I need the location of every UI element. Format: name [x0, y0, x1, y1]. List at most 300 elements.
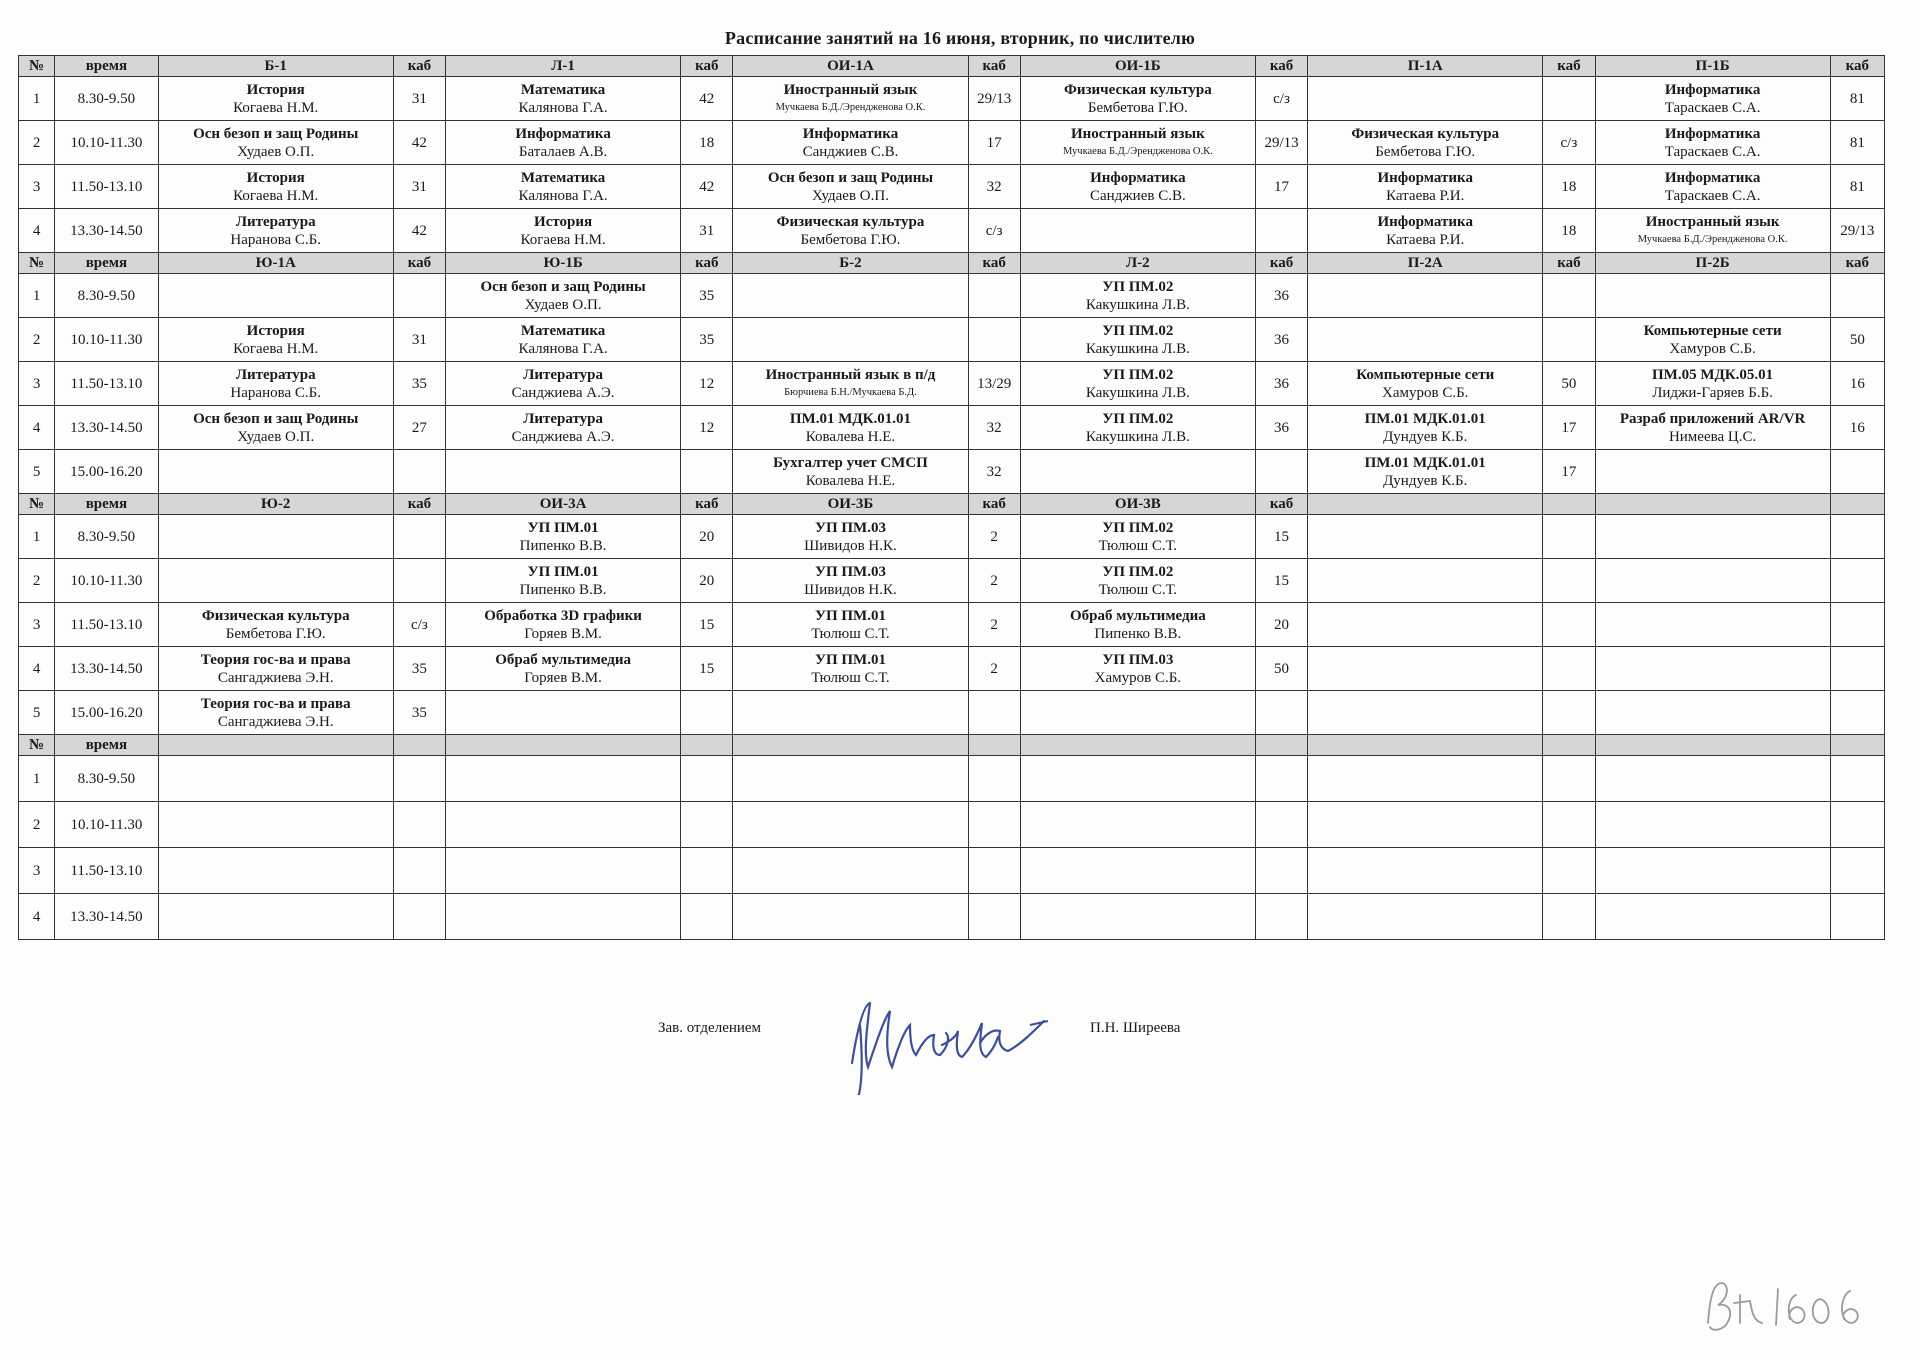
lesson-cell [446, 274, 681, 318]
lesson-cell [733, 603, 968, 647]
lesson-cell [1595, 318, 1830, 362]
teacher-name: Тюлюш С.Т. [811, 625, 890, 642]
lesson-cell [1020, 802, 1255, 848]
lesson-time: 11.50-13.10 [55, 362, 158, 406]
room-number [681, 691, 733, 735]
room-number [968, 274, 1020, 318]
room-number [1830, 691, 1884, 735]
room-number [968, 894, 1020, 940]
lesson-cell [158, 274, 393, 318]
table-row [19, 894, 1885, 940]
lesson-time: 11.50-13.10 [55, 848, 158, 894]
room-number [968, 318, 1020, 362]
lesson-cell [446, 691, 681, 735]
teacher-name: Санджиев С.В. [1089, 187, 1186, 204]
lesson-cell [1308, 406, 1543, 450]
room-number: с/з [1255, 77, 1307, 121]
header-room: каб [968, 253, 1020, 274]
subject-name: Осн безоп и защ Родины [193, 125, 359, 142]
lesson-cell [1020, 756, 1255, 802]
footer-position: Зав. отделением [658, 1020, 762, 1036]
lesson-cell [733, 165, 968, 209]
lesson-cell [1595, 515, 1830, 559]
room-number: 15 [681, 603, 733, 647]
room-number: 35 [681, 318, 733, 362]
lesson-cell [733, 318, 968, 362]
subject-name: УП ПМ.02 [1102, 366, 1174, 383]
header-room [1830, 494, 1884, 515]
room-number [1255, 756, 1307, 802]
subject-name: Иностранный язык [1645, 213, 1780, 230]
table-row [19, 362, 1885, 406]
lesson-cell [446, 848, 681, 894]
lesson-cell [1595, 209, 1830, 253]
header-time: время [55, 56, 158, 77]
subject-name: Информатика [1377, 213, 1473, 230]
subject-name: ПМ.01 МДК.01.01 [1364, 410, 1486, 427]
lesson-cell [158, 77, 393, 121]
subject-name: УП ПМ.03 [1102, 651, 1174, 668]
lesson-cell [158, 848, 393, 894]
teacher-name: Лиджи-Гаряев Б.Б. [1652, 384, 1773, 401]
header-group: П-1Б [1595, 56, 1830, 77]
lesson-cell [158, 647, 393, 691]
header-time: время [55, 494, 158, 515]
room-number: 31 [681, 209, 733, 253]
room-number [1255, 691, 1307, 735]
teacher-name: Горяев В.М. [524, 669, 602, 686]
lesson-cell [1595, 450, 1830, 494]
table-row [19, 603, 1885, 647]
subject-name: УП ПМ.01 [527, 519, 599, 536]
room-number [393, 515, 445, 559]
lesson-number: 1 [19, 77, 55, 121]
room-number: 16 [1830, 362, 1884, 406]
header-row [19, 56, 1885, 77]
teacher-name: Когаева Н.М. [233, 99, 319, 116]
lesson-number: 3 [19, 362, 55, 406]
lesson-time: 8.30-9.50 [55, 77, 158, 121]
room-number [681, 894, 733, 940]
room-number [681, 450, 733, 494]
room-number: 31 [393, 77, 445, 121]
teacher-name: Какушкина Л.В. [1085, 296, 1190, 313]
room-number: 15 [1255, 559, 1307, 603]
teacher-name: Шивидов Н.К. [804, 581, 897, 598]
room-number [1830, 603, 1884, 647]
teacher-name: Когаева Н.М. [233, 340, 319, 357]
lesson-cell [446, 515, 681, 559]
lesson-cell [733, 274, 968, 318]
teacher-name: Пипенко В.В. [1094, 625, 1182, 642]
lesson-cell [1595, 691, 1830, 735]
lesson-time: 13.30-14.50 [55, 209, 158, 253]
lesson-cell [1308, 691, 1543, 735]
lesson-cell [1020, 603, 1255, 647]
table-row [19, 406, 1885, 450]
lesson-time: 10.10-11.30 [55, 802, 158, 848]
teacher-name: Наранова С.Б. [230, 384, 322, 401]
subject-name: УП ПМ.02 [1102, 519, 1174, 536]
lesson-number: 3 [19, 848, 55, 894]
lesson-cell [446, 559, 681, 603]
teacher-name: Санджиева А.Э. [511, 384, 615, 401]
schedule-body [19, 56, 1885, 940]
room-number [1255, 209, 1307, 253]
subject-name: Литература [523, 410, 603, 427]
teacher-name: Калянова Г.А. [518, 340, 608, 357]
lesson-cell [1020, 559, 1255, 603]
lesson-cell [1020, 848, 1255, 894]
lesson-cell [1595, 121, 1830, 165]
subject-name: ПМ.01 МДК.01.01 [789, 410, 912, 427]
header-group: ОИ-3В [1020, 494, 1255, 515]
subject-name: Литература [235, 213, 316, 230]
table-row [19, 77, 1885, 121]
header-group [1595, 735, 1830, 756]
subject-name: Математика [520, 322, 606, 339]
lesson-time: 10.10-11.30 [55, 318, 158, 362]
lesson-number: 1 [19, 515, 55, 559]
teacher-name: Санджиев С.В. [802, 143, 899, 160]
subject-name: Математика [520, 169, 606, 186]
table-row [19, 209, 1885, 253]
room-number [393, 894, 445, 940]
lesson-cell [446, 603, 681, 647]
subject-name: УП ПМ.03 [814, 519, 886, 536]
room-number [1255, 802, 1307, 848]
lesson-cell [158, 209, 393, 253]
lesson-cell [1308, 362, 1543, 406]
subject-name: ПМ.05 МДК.05.01 [1652, 366, 1774, 383]
room-number: 12 [681, 406, 733, 450]
teacher-name: Сангаджиева Э.Н. [217, 713, 334, 730]
teacher-name: Худаев О.П. [237, 143, 315, 160]
header-room: каб [968, 494, 1020, 515]
subject-name: Иностранный язык в п/д [765, 366, 936, 383]
subject-name: Информатика [515, 125, 611, 142]
lesson-cell [733, 77, 968, 121]
room-number: 2 [968, 647, 1020, 691]
subject-name: УП ПМ.02 [1102, 278, 1174, 295]
subject-name: Физическая культура [201, 607, 350, 624]
lesson-cell [158, 691, 393, 735]
header-room: каб [393, 253, 445, 274]
room-number: 36 [1255, 274, 1307, 318]
room-number [1830, 647, 1884, 691]
teacher-name: Наранова С.Б. [230, 231, 322, 248]
room-number [393, 450, 445, 494]
footer-name: П.Н. Ширеева [1090, 1020, 1181, 1036]
room-number: 2 [968, 515, 1020, 559]
lesson-cell [1595, 406, 1830, 450]
header-group: ОИ-1Б [1020, 56, 1255, 77]
header-number: № [19, 735, 55, 756]
room-number [681, 756, 733, 802]
room-number [1830, 450, 1884, 494]
teacher-name: Хамуров С.Б. [1382, 384, 1469, 401]
subject-name: УП ПМ.02 [1102, 563, 1174, 580]
header-group [1308, 494, 1543, 515]
lesson-cell [1595, 362, 1830, 406]
room-number: 20 [1255, 603, 1307, 647]
lesson-cell [1020, 406, 1255, 450]
lesson-cell [1308, 77, 1543, 121]
room-number: 42 [393, 121, 445, 165]
subject-name: Осн безоп и защ Родины [480, 278, 646, 295]
subject-name: История [246, 322, 305, 339]
teacher-name: Шивидов Н.К. [804, 537, 897, 554]
header-room: каб [681, 253, 733, 274]
room-number: 2 [968, 603, 1020, 647]
room-number: 36 [1255, 406, 1307, 450]
header-group: Л-1 [446, 56, 681, 77]
lesson-cell [733, 691, 968, 735]
header-room: каб [681, 494, 733, 515]
room-number: 50 [1830, 318, 1884, 362]
subject-name: История [246, 81, 305, 98]
handwritten-note-image [1700, 1265, 1900, 1345]
header-room [1830, 735, 1884, 756]
room-number: 42 [681, 165, 733, 209]
header-group: ОИ-3А [446, 494, 681, 515]
room-number: 16 [1830, 406, 1884, 450]
lesson-cell [158, 894, 393, 940]
room-number: 42 [681, 77, 733, 121]
lesson-cell [446, 165, 681, 209]
teacher-name: Дундуев К.Б. [1383, 472, 1468, 489]
lesson-cell [1308, 647, 1543, 691]
lesson-cell [446, 318, 681, 362]
room-number [681, 802, 733, 848]
room-number [393, 756, 445, 802]
subject-name: Обработка 3D графики [484, 607, 642, 624]
room-number: с/з [1543, 121, 1595, 165]
teacher-name: Худаев О.П. [524, 296, 602, 313]
room-number: 32 [968, 165, 1020, 209]
subject-name: Разраб приложений AR/VR [1619, 410, 1806, 427]
teacher-name: Баталаев А.В. [518, 143, 608, 160]
subject-name: Литература [523, 366, 603, 383]
teacher-name: Калянова Г.А. [518, 187, 608, 204]
lesson-cell [733, 848, 968, 894]
teacher-name: Санджиева А.Э. [511, 428, 615, 445]
lesson-cell [1020, 209, 1255, 253]
header-room: каб [681, 56, 733, 77]
subject-name: Осн безоп и защ Родины [767, 169, 934, 186]
room-number: 36 [1255, 362, 1307, 406]
table-row [19, 848, 1885, 894]
teacher-name: Калянова Г.А. [518, 99, 608, 116]
header-room [393, 735, 445, 756]
header-group: Б-1 [158, 56, 393, 77]
header-group: П-2А [1308, 253, 1543, 274]
teacher-name: Тараскаев С.А. [1664, 187, 1761, 204]
table-row [19, 121, 1885, 165]
subject-name: Математика [520, 81, 606, 98]
room-number [1543, 603, 1595, 647]
room-number: с/з [393, 603, 445, 647]
teacher-name: Дундуев К.Б. [1383, 428, 1468, 445]
room-number: 32 [968, 406, 1020, 450]
header-group: П-1А [1308, 56, 1543, 77]
header-row [19, 494, 1885, 515]
lesson-cell [1020, 691, 1255, 735]
room-number [393, 802, 445, 848]
room-number [393, 848, 445, 894]
lesson-cell [733, 756, 968, 802]
teacher-name: Нимеева Ц.С. [1668, 428, 1757, 445]
header-group: Б-2 [733, 253, 968, 274]
lesson-cell [1308, 559, 1543, 603]
header-group: Л-2 [1020, 253, 1255, 274]
subject-name: Информатика [1377, 169, 1473, 186]
subject-name: История [246, 169, 305, 186]
room-number: 31 [393, 165, 445, 209]
header-group: Ю-1А [158, 253, 393, 274]
room-number: 13/29 [968, 362, 1020, 406]
header-room: каб [1255, 494, 1307, 515]
room-number [681, 848, 733, 894]
subject-name: Теория гос-ва и права [200, 651, 351, 668]
header-group [1020, 735, 1255, 756]
room-number [968, 756, 1020, 802]
lesson-cell [1595, 802, 1830, 848]
subject-name: Иностранный язык [783, 81, 918, 98]
lesson-cell [1308, 756, 1543, 802]
lesson-number: 1 [19, 756, 55, 802]
lesson-cell [733, 802, 968, 848]
room-number: 50 [1543, 362, 1595, 406]
room-number [1543, 894, 1595, 940]
lesson-cell [446, 406, 681, 450]
lesson-number: 5 [19, 691, 55, 735]
lesson-time: 8.30-9.50 [55, 756, 158, 802]
room-number: 81 [1830, 165, 1884, 209]
header-group [733, 735, 968, 756]
teacher-name: Сангаджиева Э.Н. [217, 669, 334, 686]
room-number [968, 848, 1020, 894]
room-number: 18 [681, 121, 733, 165]
header-room: каб [1830, 253, 1884, 274]
teacher-name: Мучкаева Б.Д./Эрендженова О.К. [1637, 233, 1788, 245]
schedule-table [18, 55, 1885, 940]
lesson-cell [446, 647, 681, 691]
lesson-number: 1 [19, 274, 55, 318]
lesson-cell [158, 450, 393, 494]
room-number: с/з [968, 209, 1020, 253]
header-room: каб [968, 56, 1020, 77]
lesson-cell [158, 318, 393, 362]
lesson-time: 15.00-16.20 [55, 691, 158, 735]
lesson-cell [733, 647, 968, 691]
subject-name: Литература [235, 366, 316, 383]
subject-name: Обраб мультимедиа [1069, 607, 1206, 624]
room-number: 15 [1255, 515, 1307, 559]
header-group: ОИ-1А [733, 56, 968, 77]
header-number: № [19, 494, 55, 515]
lesson-cell [158, 603, 393, 647]
header-group: П-2Б [1595, 253, 1830, 274]
room-number [393, 274, 445, 318]
room-number [1255, 894, 1307, 940]
lesson-cell [1595, 603, 1830, 647]
room-number: 29/13 [1255, 121, 1307, 165]
teacher-name: Тараскаев С.А. [1664, 99, 1761, 116]
subject-name: Информатика [802, 125, 899, 142]
teacher-name: Хамуров С.Б. [1094, 669, 1182, 686]
room-number: 20 [681, 559, 733, 603]
room-number [1543, 274, 1595, 318]
lesson-cell [446, 77, 681, 121]
teacher-name: Бембетова Г.Ю. [225, 625, 326, 642]
room-number: 12 [681, 362, 733, 406]
teacher-name: Ковалева Н.Е. [805, 472, 896, 489]
lesson-cell [158, 406, 393, 450]
subject-name: Обраб мультимедиа [495, 651, 631, 668]
lesson-time: 11.50-13.10 [55, 603, 158, 647]
room-number: 17 [1543, 406, 1595, 450]
lesson-cell [733, 209, 968, 253]
lesson-cell [1308, 894, 1543, 940]
room-number [1543, 559, 1595, 603]
lesson-number: 4 [19, 647, 55, 691]
page-title: Расписание занятий на 16 июня, вторник, по числителю [724, 28, 1196, 48]
subject-name: Информатика [1664, 169, 1761, 186]
subject-name: Теория гос-ва и права [200, 695, 351, 712]
room-number: 50 [1255, 647, 1307, 691]
lesson-cell [1308, 450, 1543, 494]
lesson-cell [733, 121, 968, 165]
room-number [1543, 848, 1595, 894]
room-number: 36 [1255, 318, 1307, 362]
lesson-cell [1308, 515, 1543, 559]
room-number [1830, 848, 1884, 894]
lesson-cell [1020, 165, 1255, 209]
room-number: 35 [393, 362, 445, 406]
teacher-name: Катаева Р.И. [1386, 187, 1465, 204]
header-group: ОИ-3Б [733, 494, 968, 515]
lesson-time: 8.30-9.50 [55, 515, 158, 559]
lesson-cell [446, 121, 681, 165]
room-number: 18 [1543, 165, 1595, 209]
subject-name: Иностранный язык [1070, 125, 1205, 142]
room-number [1543, 802, 1595, 848]
lesson-cell [158, 121, 393, 165]
lesson-cell [1308, 165, 1543, 209]
lesson-cell [1595, 77, 1830, 121]
signature-image [830, 985, 1060, 1095]
teacher-name: Ковалева Н.Е. [805, 428, 896, 445]
lesson-cell [1595, 756, 1830, 802]
lesson-cell [733, 362, 968, 406]
lesson-cell [1595, 848, 1830, 894]
table-row [19, 318, 1885, 362]
room-number [1255, 450, 1307, 494]
table-row [19, 691, 1885, 735]
teacher-name: Тюлюш С.Т. [811, 669, 890, 686]
room-number [1830, 894, 1884, 940]
room-number [1543, 756, 1595, 802]
header-number: № [19, 56, 55, 77]
lesson-time: 13.30-14.50 [55, 406, 158, 450]
room-number [1830, 559, 1884, 603]
lesson-number: 3 [19, 165, 55, 209]
lesson-cell [733, 894, 968, 940]
header-row [19, 735, 1885, 756]
header-room [1543, 735, 1595, 756]
lesson-number: 3 [19, 603, 55, 647]
